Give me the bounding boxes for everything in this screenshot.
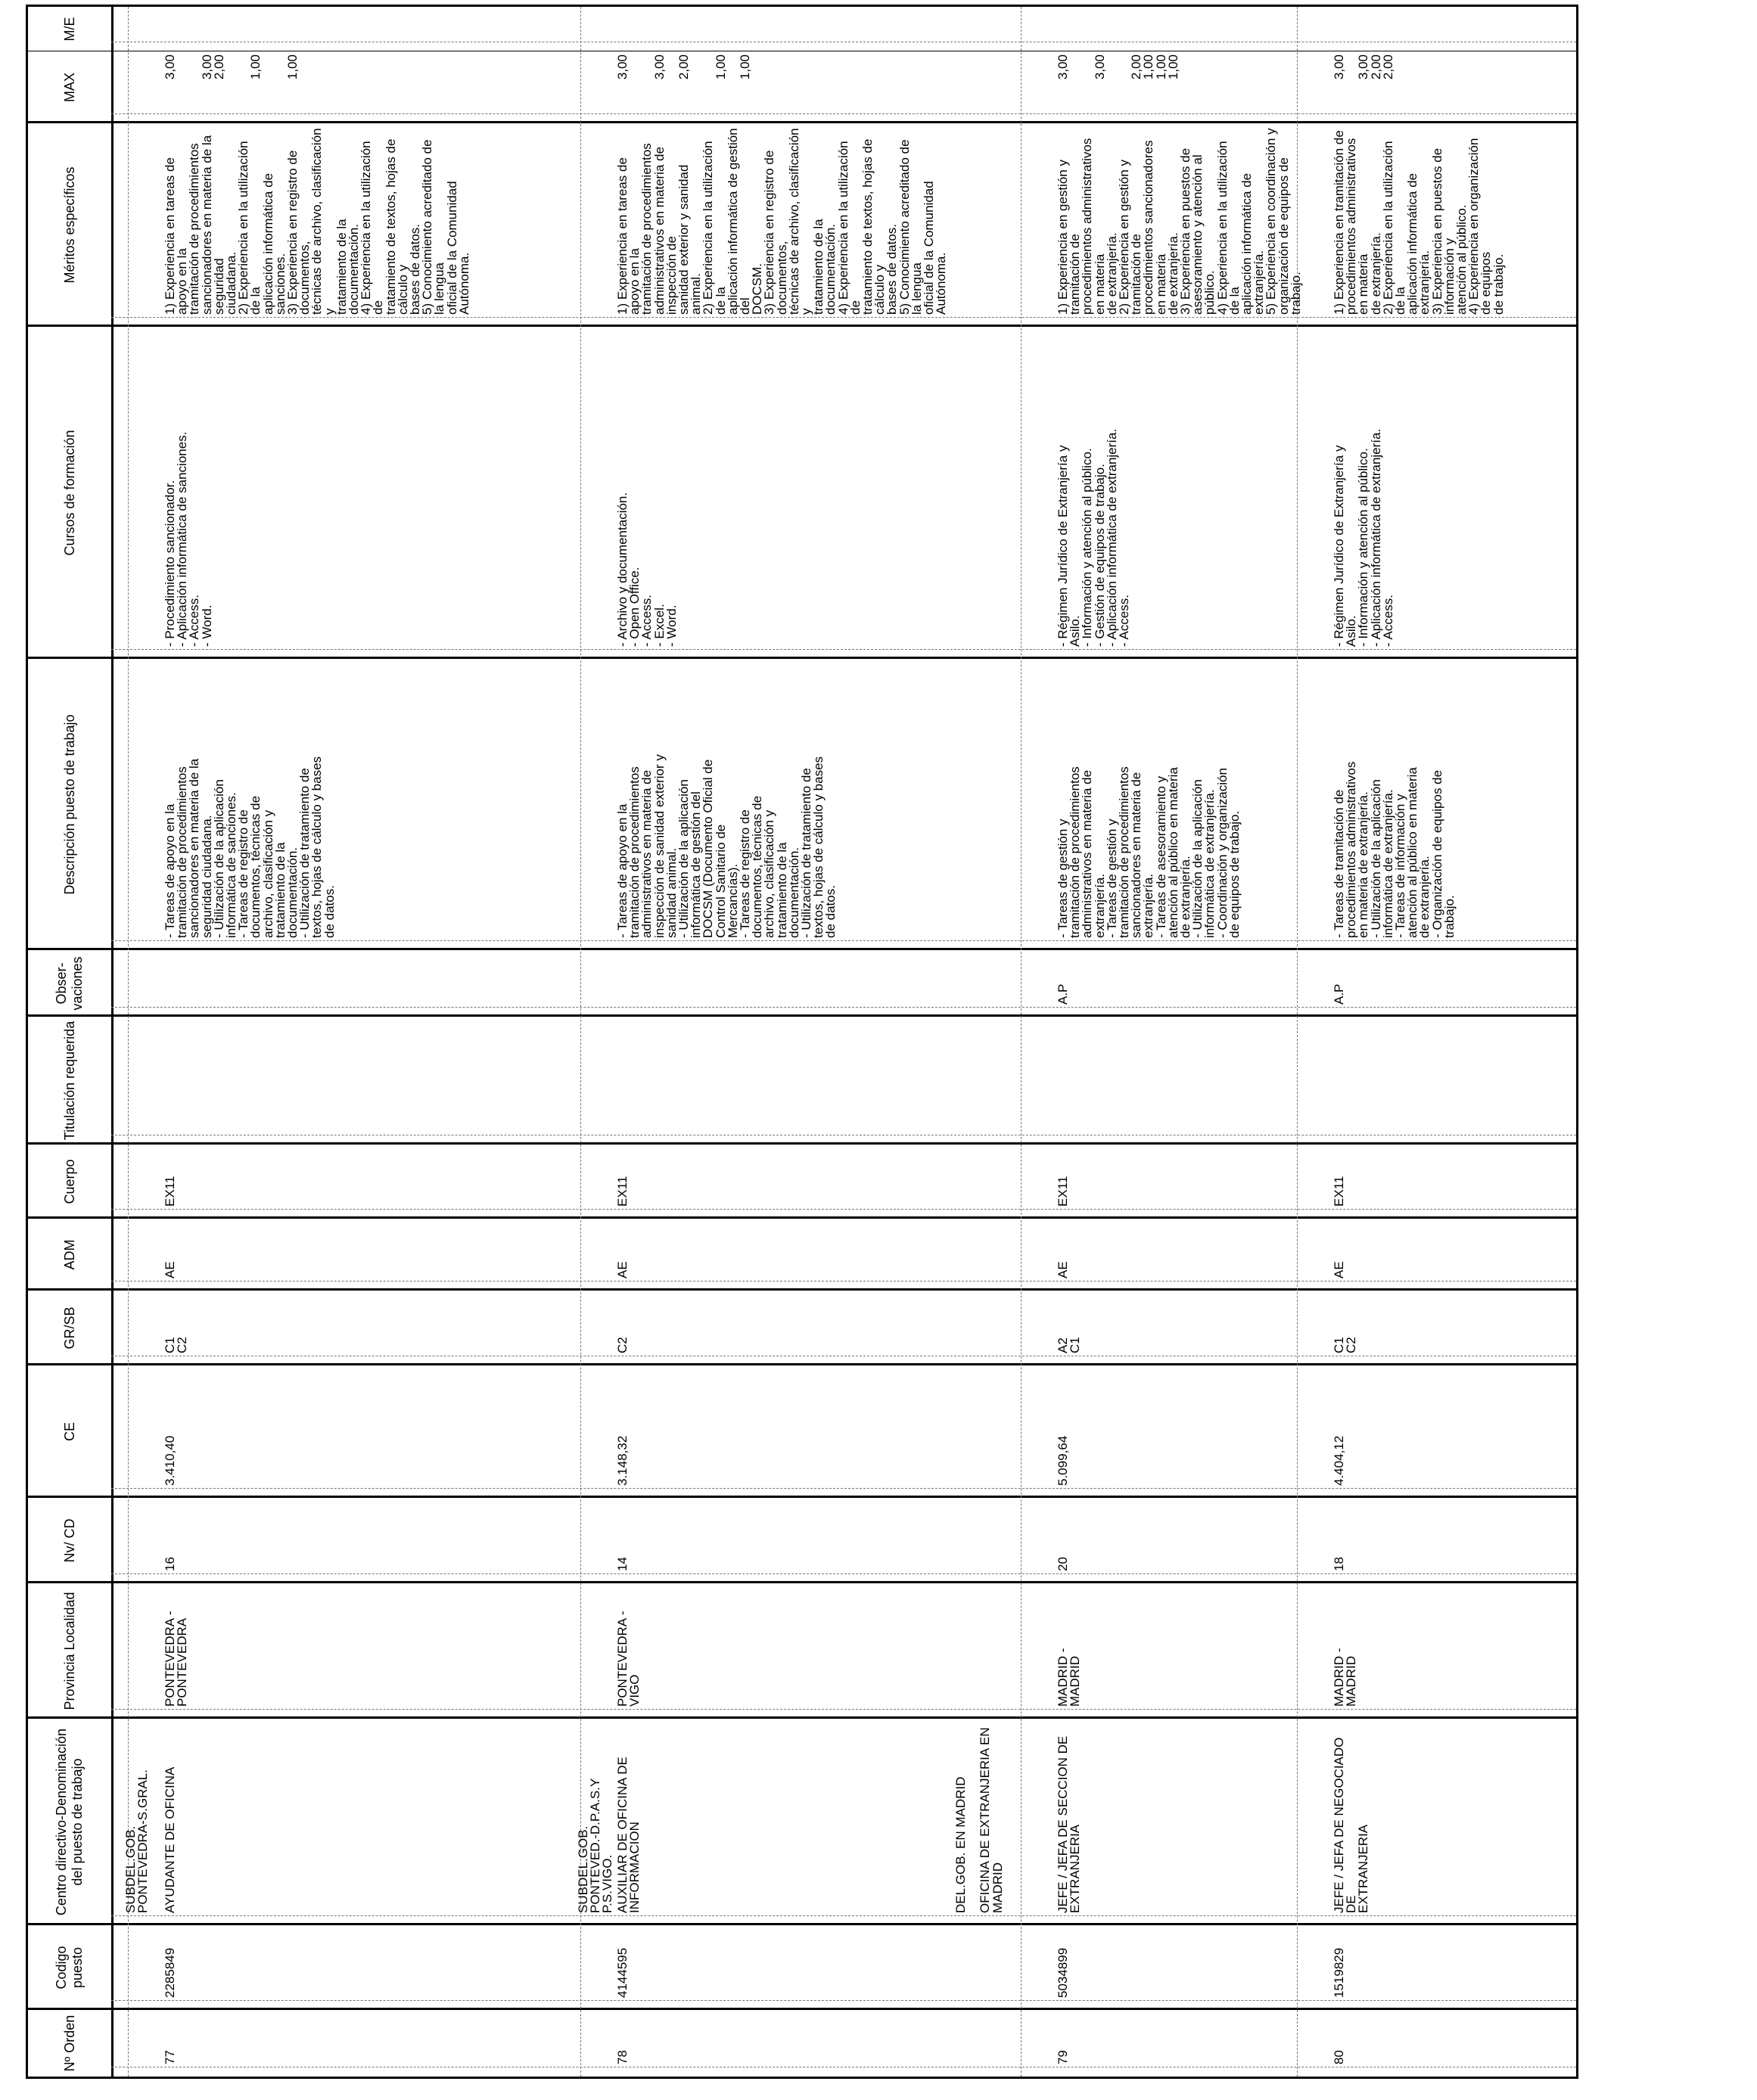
table-header — [28, 7, 114, 2077]
guide-line — [111, 317, 1576, 318]
cell-grsb: C1 C2 — [1332, 1337, 1359, 1353]
cell-cursos: - Archivo y documentación. - Open Office. - Access. - Excel. - Word. — [615, 492, 679, 647]
cell-ce: 3.148,32 — [615, 1435, 630, 1486]
guide-line — [111, 1915, 1576, 1916]
cell-denominacion: JEFE / JEFA DE SECCION DE EXTRANJERIA — [1056, 1735, 1083, 1913]
column-rule — [28, 1496, 1576, 1498]
header-provincia: Provincia Localidad — [61, 1592, 77, 1710]
cell-orden: 77 — [163, 2050, 177, 2064]
column-rule — [28, 121, 1576, 123]
column-rule — [28, 2008, 1576, 2010]
header-orden: Nº Orden — [61, 2015, 77, 2072]
cell-centro-directivo: SUBDEL.GOB. PONTEVED.-D.P.A.S.Y P.S.VIGO. — [576, 1778, 615, 1913]
cell-denominacion: JEFE / JEFA DE NEGOCIADO DE EXTRANJERIA — [1332, 1737, 1371, 1913]
cell-codigo: 5034899 — [1056, 1947, 1070, 1998]
cell-descripcion: - Tareas de gestión y tramitación de procedimientos administrativos en materia de extranjería. - Tareas de gestión y tramitación de procedimientos sancionadores en materia de extranjería. - Tareas de asesoramiento y atención al público en materia de extranjería. - Utilización de la aplicación informática de extranjería. - Coordinación y organización de equipos de trabajo. — [1056, 766, 1242, 938]
guide-line — [111, 649, 1576, 650]
guide-line — [111, 1573, 1576, 1574]
cell-cuerpo: EX11 — [1332, 1176, 1346, 1207]
header-meritos: Méritos específicos — [61, 166, 77, 284]
cell-meritos: 1) Experiencia en gestión y tramitación de procedimientos administrativos en materia de extranjería. 2) Experiencia en gestión y tramitación de procedimientos sancionadores en materia de extranjería. 3) Experiencia en puestos de asesoramiento y atención al público. 4) Experiencia en la utilización de la aplicación informática de extranjería. 5) Experiencia en coordinación y organización de equipos de trabajo. — [1056, 128, 1303, 315]
column-rule — [28, 325, 1576, 327]
cell-meritos: 1) Experiencia en tramitación de procedimientos administrativos en materia de extranjería. 2) Experiencia en la utilización de la aplicación informática de extranjería. 3) Experiencia en puestos de información y atención al público. 4) Experiencia en organización de equipos de trabajo. — [1332, 130, 1506, 315]
column-rule — [28, 948, 1576, 950]
header-me: M/E — [61, 17, 77, 42]
header-cuerpo: Cuerpo — [61, 1159, 77, 1204]
cell-titulacion — [617, 1020, 1040, 1132]
cell-ce: 3.410,40 — [163, 1435, 177, 1486]
guide-line — [111, 2000, 1576, 2001]
header-titulacion: Titulación requerida — [61, 1020, 77, 1141]
column-rule — [28, 1923, 1576, 1925]
cell-max: 3,00 3,00 2,00 2,00 — [1332, 54, 1395, 80]
column-rule — [28, 1716, 1576, 1719]
cell-descripcion: - Tareas de apoyo en la tramitación de procedimientos administrativos en materia de inspección de sanidad exterior y sanidad animal. - Utilización de la aplicación informática de gestión del DOCSM (Documento Oficial de Control Sanitario de Mercancías). - Tareas de registro de documentos, técnicas de archivo, clasificación y tratamiento de la documentación. - Utilización de tratamiento de textos, hojas de cálculo y bases de datos. — [615, 754, 838, 938]
cell-observaciones: A.P — [1332, 983, 1346, 1005]
cell-centro-directivo: DEL.GOB. EN MADRID OFICINA DE EXTRANJERIA EN MADRID — [953, 1727, 1005, 1913]
guide-line — [111, 113, 1576, 114]
column-rule — [28, 657, 1576, 659]
header-ce: CE — [61, 1422, 77, 1442]
cell-observaciones — [617, 953, 1040, 1005]
cell-cuerpo: EX11 — [1056, 1176, 1070, 1207]
header-adm: ADM — [61, 1239, 77, 1270]
cell-descripcion: - Tareas de apoyo en la tramitación de procedimientos sancionadores en materia de la seguridad ciudadana. - Utilización de la aplicación informática de sanciones. - Tareas de registro de documentos, técnicas de archivo, clasificación y tratamiento de la documentación. - Utilización de tratamiento de textos, hojas de cálculo y bases de datos. — [163, 756, 337, 938]
cell-observaciones — [164, 953, 588, 1005]
cell-grsb: C1 C2 — [163, 1337, 190, 1353]
cell-codigo: 2285849 — [163, 1947, 177, 1998]
cell-cuerpo: EX11 — [163, 1176, 177, 1207]
column-rule — [28, 1142, 1576, 1145]
cell-grsb: A2 C1 — [1056, 1337, 1083, 1353]
cell-cuerpo: EX11 — [615, 1176, 630, 1207]
cell-denominacion: AUXILIAR DE OFICINA DE INFORMACION — [615, 1757, 642, 1913]
cell-adm: AE — [163, 1261, 177, 1278]
cell-nivel: 14 — [615, 1557, 630, 1571]
guide-line — [111, 1209, 1576, 1210]
cell-meritos: 1) Experiencia en tareas de apoyo en la tramitación de procedimientos sancionadores en materia de la seguridad ciudadana. 2) Experiencia en la utilización de la aplicación informática de sanciones. 3) Experiencia en registro de documentos, técnicas de archivo, clasificación y tratamiento de la documentación. 4) Experiencia en la utilización de tratamiento de textos, hojas de cálculo y bases de datos. 5) Conocimiento acreditado de la lengua oficial de la Comunidad Autónoma. — [163, 128, 471, 315]
cell-observaciones: A.P — [1056, 983, 1070, 1005]
column-rule — [28, 1288, 1576, 1291]
cell-codigo: 1519829 — [1332, 1947, 1346, 1998]
cell-orden: 79 — [1056, 2050, 1070, 2064]
cell-max: 3,00 3,00 2,00 1,00 1,00 1,00 — [1056, 54, 1180, 80]
cell-provincia: MADRID - MADRID — [1332, 1648, 1359, 1707]
positions-table — [26, 5, 1578, 2079]
column-rule — [28, 1581, 1576, 1583]
header-max: MAX — [61, 73, 77, 103]
cell-nivel: 16 — [163, 1557, 177, 1571]
cell-provincia: PONTEVEDRA - PONTEVEDRA — [163, 1611, 190, 1707]
header-grsb: GR/SB — [61, 1306, 77, 1350]
cell-codigo: 4144595 — [615, 1947, 630, 1998]
cell-nivel: 20 — [1056, 1557, 1070, 1571]
cell-orden: 80 — [1332, 2050, 1346, 2064]
cell-titulacion — [164, 1020, 588, 1132]
header-cursos: Cursos de formación — [61, 430, 77, 556]
cell-adm: AE — [615, 1261, 630, 1278]
column-rule — [28, 1216, 1576, 1219]
header-centro: Centro directivo-Denominación del puesto de trabajo — [54, 1728, 85, 1916]
column-rule — [28, 1363, 1576, 1365]
guide-line — [111, 1488, 1576, 1489]
cell-adm: AE — [1332, 1261, 1346, 1278]
cell-provincia: MADRID - MADRID — [1056, 1648, 1083, 1707]
cell-ce: 4.404,12 — [1332, 1435, 1346, 1486]
cell-titulacion — [1333, 1020, 1757, 1132]
cell-max: 3,00 3,00 2,00 1,00 1,00 — [615, 54, 753, 80]
cell-cursos: - Régimen Jurídico de Extranjería y Asilo. - Información y atención al público. - Aplicación informática de extranjería. - Access. — [1332, 428, 1395, 647]
cell-descripcion: - Tareas de tramitación de procedimientos administrativos en materia de extranjería. - Utilización de la aplicación informática de extranjería. - Tareas de información y atención al público en materia de extranjería. - Organización de equipos de trabajo. — [1332, 761, 1457, 938]
cell-denominacion: AYUDANTE DE OFICINA — [163, 1766, 177, 1913]
guide-line — [111, 940, 1576, 941]
cell-meritos: 1) Experiencia en tareas de apoyo en la tramitación de procedimientos administrativos en materia de inspección de sanidad exterior y sanidad animal. 2) Experiencia en la utilización de la aplicación informática de gestión del DOCSM. 3) Experiencia en registro de documentos, técnicas de archivo, clasificación y tratamiento de la documentación. 4) Experiencia en la utilización de tratamiento de textos, hojas de cálculo y bases de datos. 5) Conocimiento acreditado de la lengua oficial de la Comunidad Autónoma. — [615, 128, 949, 315]
header-codigo: Codigo puesto — [54, 1946, 85, 1990]
guide-line — [111, 1007, 1576, 1008]
header-observaciones: Obser-vaciones — [54, 956, 85, 1011]
cell-max: 3,00 3,00 2,00 1,00 1,00 — [163, 54, 300, 80]
column-rule — [28, 1014, 1576, 1017]
cell-orden: 78 — [615, 2050, 630, 2064]
guide-line — [111, 1709, 1576, 1710]
header-descripcion: Descripción puesto de trabajo — [61, 714, 77, 895]
cell-provincia: PONTEVEDRA - VIGO — [615, 1611, 642, 1707]
cell-grsb: C2 — [615, 1337, 630, 1353]
cell-centro-directivo: SUBDEL.GOB. PONTEVEDRA-S.GRAL. — [123, 1769, 151, 1913]
cell-adm: AE — [1056, 1261, 1070, 1278]
header-nivel: Nv/ CD — [61, 1518, 77, 1563]
cell-cursos: - Procedimiento sancionador. - Aplicación informática de sanciones. - Access. - Word. — [163, 431, 214, 647]
cell-ce: 5.099,64 — [1056, 1435, 1070, 1486]
cell-cursos: - Régimen Jurídico de Extranjería y Asilo. - Información y atención al público. - Gestión de equipos de trabajo. - Aplicación informática de extranjería. - Access. — [1056, 428, 1132, 647]
cell-nivel: 18 — [1332, 1557, 1346, 1571]
